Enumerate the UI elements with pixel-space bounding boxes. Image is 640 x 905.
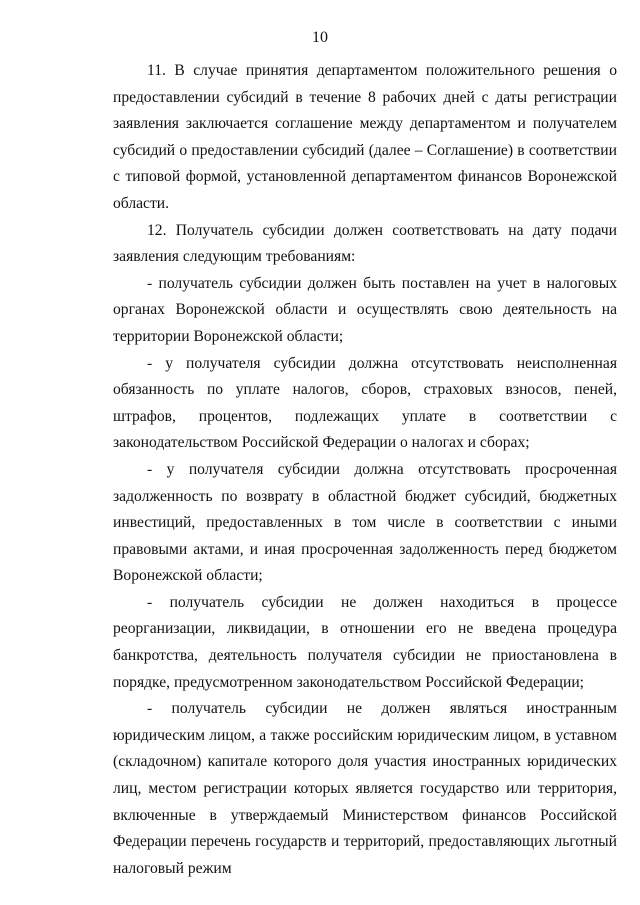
- document-body: [113, 58, 617, 882]
- requirement-no-reorganization: - получатель субсидии не должен находиться в процессе реорганизации, ликвидации, в отношении его не введена процедура банкротства, деятельность получателя субсидии не приостановлена в порядке, предусмотренном законодательством Российской Федерации;: [113, 593, 617, 691]
- page-number: 10: [312, 29, 328, 46]
- requirement-no-tax-debt: - у получателя субсидии должна отсутствовать неисполненная обязанность по уплате налогов, сборов, страховых взносов, пеней, штрафов, процентов, подлежащих уплате в соответствии с законодательством Российской Федерации о налогах и сборах;: [113, 354, 617, 452]
- paragraph-12: 12. Получатель субсидии должен соответствовать на дату подачи заявления следующим требованиям:: [113, 221, 617, 266]
- paragraph-11: 11. В случае принятия департаментом положительного решения о предоставлении субсидий в течение 8 рабочих дней с даты регистрации заявления заключается соглашение между департаментом и получателем субсидий о предоставлении субсидий (далее – Соглашение) в соответствии с типовой формой, установленной департаментом финансов Воронежской области.: [113, 62, 617, 212]
- requirement-not-foreign-entity: - получатель субсидии не должен являться иностранным юридическим лицом, а также российским юридическим лицом, в уставном (складочном) капитале которого доля участия иностранных юридических лиц, местом регистрации которых является государство или территория, включенные в утверждаемый Министерством финансов Российской Федерации перечень государств и территорий, предоставляющих льготный налоговый режим: [113, 700, 617, 877]
- requirement-tax-registration: - получатель субсидии должен быть поставлен на учет в налоговых органах Воронежской области и осуществлять свою деятельность на территории Воронежской области;: [113, 274, 617, 345]
- requirement-no-budget-debt: - у получателя субсидии должна отсутствовать просроченная задолженность по возврату в областной бюджет субсидий, бюджетных инвестиций, предоставленных в том числе в соответствии с иными правовыми актами, и иная просроченная задолженность перед бюджетом Воронежской области;: [113, 460, 617, 585]
